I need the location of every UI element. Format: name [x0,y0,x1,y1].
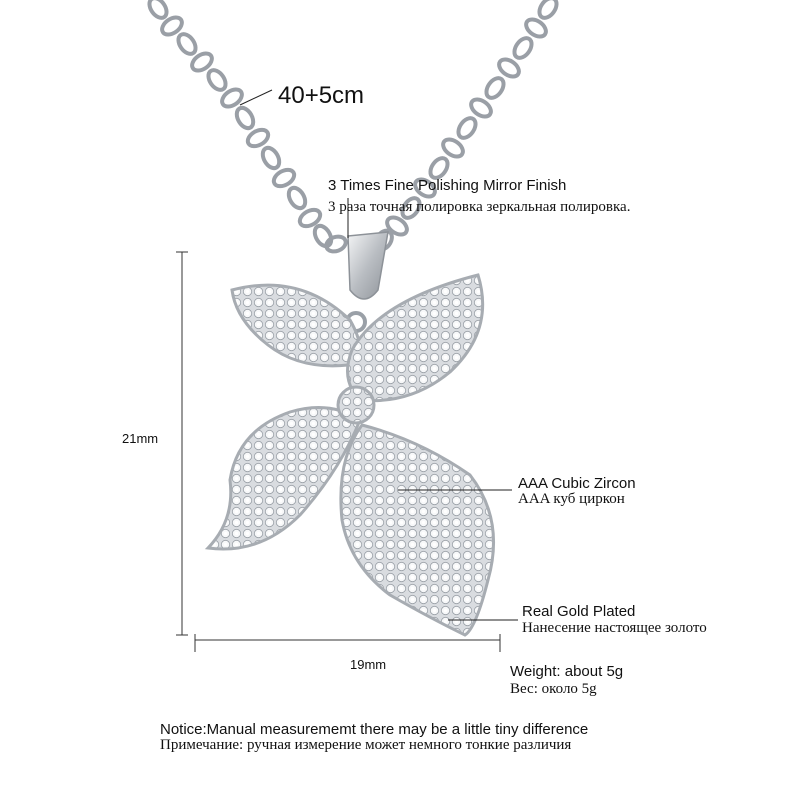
chain-length-label: 40+5cm [278,82,365,109]
zircon-label-ru: AAA куб циркон [518,491,625,507]
weight-label-en: Weight: about 5g [510,663,624,680]
flower-pendant [208,275,494,635]
width-dimension [195,634,500,652]
height-dimension [176,252,188,635]
zircon-label-en: AAA Cubic Zircon [518,475,636,492]
width-label: 19mm [350,657,387,672]
notice-ru: Примечание: ручная измерение может немного тонкие различия [160,737,572,753]
polish-label-ru: 3 раза точная полировка зеркальная полировка. [328,199,631,215]
plating-label-en: Real Gold Plated [522,603,636,620]
notice-en: Notice:Manual measurememt there may be a little tiny difference [160,721,589,738]
polish-label-en: 3 Times Fine Polishing Mirror Finish [328,177,567,194]
weight-label-ru: Вес: около 5g [510,681,597,697]
chain-left [146,0,348,254]
plating-label-ru: Нанесение настоящее золото [522,620,707,636]
height-label: 21mm [122,431,159,446]
